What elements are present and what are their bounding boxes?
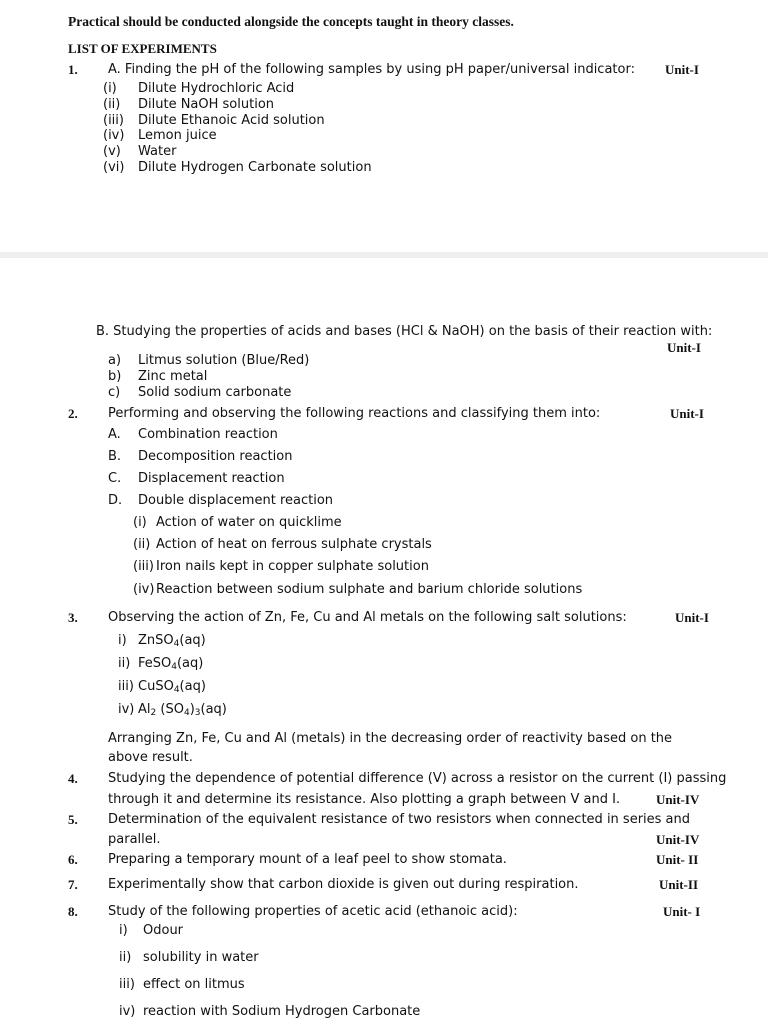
exp8-text: Study of the following properties of acetic acid (ethanoic acid): (108, 904, 518, 919)
exp4-number: 4. (68, 771, 78, 786)
exp7-number: 7. (68, 877, 78, 892)
list-item: Action of water on quicklime (156, 515, 342, 530)
list-marker: i) (118, 633, 127, 648)
exp1-a-unit: Unit-I (665, 62, 699, 77)
exp2-text: Performing and observing the following reactions and classifying them into: (108, 406, 601, 421)
list-item: ZnSO$_4$(aq) (138, 633, 206, 649)
exp7-unit: Unit-II (659, 877, 699, 892)
list-item: Combination reaction (138, 427, 278, 442)
list-item: FeSO$_4$(aq) (138, 656, 204, 672)
list-item: Solid sodium carbonate (138, 385, 292, 400)
list-title: LIST OF EXPERIMENTS (68, 41, 217, 56)
exp3-arrange-line2: above result. (108, 750, 193, 765)
list-item: CuSO$_4$(aq) (138, 679, 206, 695)
page-break-divider (0, 252, 768, 258)
list-marker: (ii) (133, 537, 151, 552)
exp8-number: 8. (68, 904, 78, 919)
exp1-a-text: A. Finding the pH of the following samples by using pH paper/universal indicator: (108, 62, 635, 77)
list-marker: ii) (119, 950, 132, 965)
list-marker: ii) (118, 656, 131, 671)
intro-heading: Practical should be conducted alongside the concepts taught in theory classes. (68, 14, 514, 29)
exp1-b-unit: Unit-I (667, 340, 701, 355)
list-marker: (v) (103, 144, 121, 159)
list-item: Odour (143, 923, 184, 938)
exp6-text: Preparing a temporary mount of a leaf peel to show stomata. (108, 852, 507, 867)
list-item: Litmus solution (Blue/Red) (138, 353, 310, 368)
exp2-unit: Unit-I (670, 406, 704, 421)
list-marker: C. (108, 471, 122, 486)
list-item: Decomposition reaction (138, 449, 293, 464)
exp2-number: 2. (68, 406, 78, 421)
list-item: Reaction between sodium sulphate and barium chloride solutions (156, 582, 583, 597)
list-item: $Al_2$ $(SO_4)_3(aq)$ (138, 702, 227, 718)
list-marker: D. (108, 493, 123, 508)
list-item: solubility in water (143, 950, 259, 965)
exp5-line1: Determination of the equivalent resistance of two resistors when connected in series and (108, 812, 691, 827)
list-marker: A. (108, 427, 121, 442)
list-marker: (i) (103, 81, 117, 96)
list-item: Iron nails kept in copper sulphate solution (156, 559, 429, 574)
list-item: Action of heat on ferrous sulphate crystals (156, 537, 432, 552)
list-marker: iii) (118, 679, 134, 694)
exp7-text: Experimentally show that carbon dioxide is given out during respiration. (108, 877, 579, 892)
exp3-number: 3. (68, 610, 78, 625)
list-item: Displacement reaction (138, 471, 285, 486)
list-item: Double displacement reaction (138, 493, 334, 508)
list-marker: a) (108, 353, 122, 368)
list-item: Zinc metal (138, 369, 208, 384)
exp8-unit: Unit- I (663, 904, 701, 919)
list-marker: (vi) (103, 160, 125, 175)
list-item: Water (138, 144, 177, 159)
list-marker: (iv) (103, 128, 125, 143)
list-marker: (iii) (103, 113, 124, 128)
exp4-unit: Unit-IV (656, 792, 700, 807)
exp6-number: 6. (68, 852, 78, 867)
list-item: Dilute Ethanoic Acid solution (138, 113, 325, 128)
exp5-line2: parallel. (108, 832, 161, 847)
list-marker: b) (108, 369, 122, 384)
list-item: effect on litmus (143, 977, 245, 992)
exp3-arrange-line1: Arranging Zn, Fe, Cu and Al (metals) in the decreasing order of reactivity based on the (108, 731, 673, 746)
list-marker: i) (119, 923, 128, 938)
exp1-b-text: B. Studying the properties of acids and bases (HCl & NaOH) on the basis of their reaction with: (96, 324, 713, 339)
exp1-number: 1. (68, 62, 78, 77)
exp5-unit: Unit-IV (656, 832, 700, 847)
list-item: Dilute NaOH solution (138, 97, 275, 112)
exp6-unit: Unit- II (656, 852, 699, 867)
list-marker: iv) (119, 1004, 136, 1019)
list-marker: iv) (118, 702, 135, 717)
exp4-line2: through it and determine its resistance. Also plotting a graph between V and I. (108, 792, 621, 807)
list-item: Dilute Hydrogen Carbonate solution (138, 160, 372, 175)
exp3-unit: Unit-I (675, 610, 709, 625)
list-marker: B. (108, 449, 122, 464)
list-marker: iii) (119, 977, 135, 992)
list-item: reaction with Sodium Hydrogen Carbonate (143, 1004, 421, 1019)
list-marker: (ii) (103, 97, 121, 112)
list-item: Dilute Hydrochloric Acid (138, 81, 295, 96)
exp4-line1: Studying the dependence of potential difference (V) across a resistor on the current (I) passing (108, 771, 727, 786)
list-marker: (iv) (133, 582, 155, 597)
list-marker: (i) (133, 515, 147, 530)
list-marker: (iii) (133, 559, 154, 574)
list-item: Lemon juice (138, 128, 217, 143)
list-marker: c) (108, 385, 121, 400)
exp3-text: Observing the action of Zn, Fe, Cu and Al metals on the following salt solutions: (108, 610, 627, 625)
exp5-number: 5. (68, 812, 78, 827)
